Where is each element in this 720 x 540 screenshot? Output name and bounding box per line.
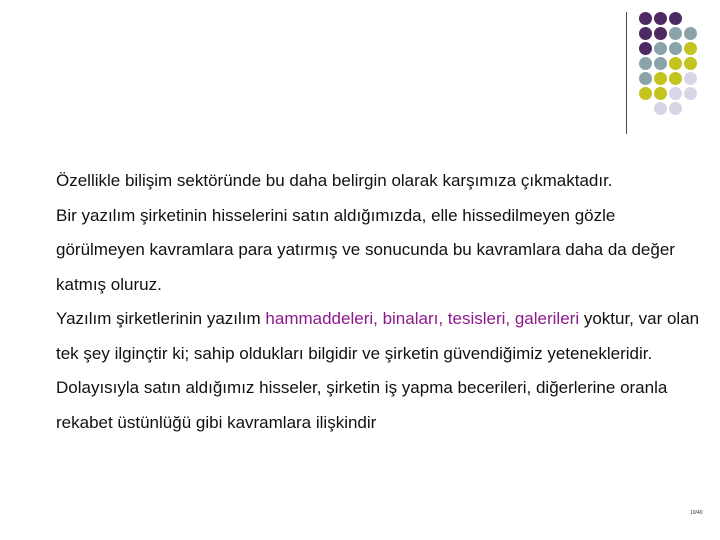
- decorative-dot: [684, 42, 697, 55]
- decorative-dot: [669, 27, 682, 40]
- slide-body: [56, 164, 706, 440]
- page-number: 10/40: [690, 510, 703, 516]
- decorative-dot: [654, 27, 667, 40]
- decorative-dot: [669, 12, 682, 25]
- decorative-dot: [654, 72, 667, 85]
- decorative-dot: [639, 57, 652, 70]
- decorative-dot: [669, 72, 682, 85]
- decorative-dot: [684, 27, 697, 40]
- highlighted-text: hammaddeleri, binaları, tesisleri, galerileri: [265, 309, 580, 328]
- decorative-dot: [639, 87, 652, 100]
- decorative-dot: [654, 87, 667, 100]
- paragraph: [56, 371, 706, 440]
- decorative-dot: [669, 57, 682, 70]
- divider-line: [626, 12, 627, 134]
- decorative-dot: [639, 12, 652, 25]
- paragraph-text: Dolayısıyla satın aldığımız hisseler, şirketin iş yapma becerileri, diğerlerine oranla rekabet üstünlüğü gibi kavramlara ilişkindir: [56, 378, 668, 432]
- decorative-dot: [639, 72, 652, 85]
- paragraph-text: Yazılım şirketlerinin yazılım: [56, 309, 266, 328]
- decorative-dot: [684, 72, 697, 85]
- paragraph-text: Özellikle bilişim sektöründe bu daha belirgin olarak karşımıza çıkmaktadır.: [56, 171, 613, 190]
- decorative-dot: [654, 57, 667, 70]
- decorative-dot: [654, 12, 667, 25]
- paragraph: [56, 199, 706, 303]
- decorative-dot: [669, 102, 682, 115]
- decorative-dot: [654, 42, 667, 55]
- decorative-dot: [654, 102, 667, 115]
- decorative-dot: [639, 27, 652, 40]
- paragraph-text: yoktur, var olan tek şey ilginçtir ki; sahip oldukları bilgidir ve şirketin güvendiğimiz yetenekleridir.: [56, 309, 700, 363]
- decorative-dot: [669, 87, 682, 100]
- paragraph-text: Bir yazılım şirketinin hisselerini satın aldığımızda, elle hissedilmeyen gözle görülmeyen kavramlara para yatırmış ve sonucunda bu kavramlara daha da değer katmış oluruz.: [56, 205, 675, 294]
- decorative-dot: [669, 42, 682, 55]
- decorative-dot: [639, 42, 652, 55]
- paragraph: [56, 164, 706, 199]
- decorative-dot: [684, 87, 697, 100]
- paragraph: [56, 302, 706, 371]
- decorative-dot: [684, 57, 697, 70]
